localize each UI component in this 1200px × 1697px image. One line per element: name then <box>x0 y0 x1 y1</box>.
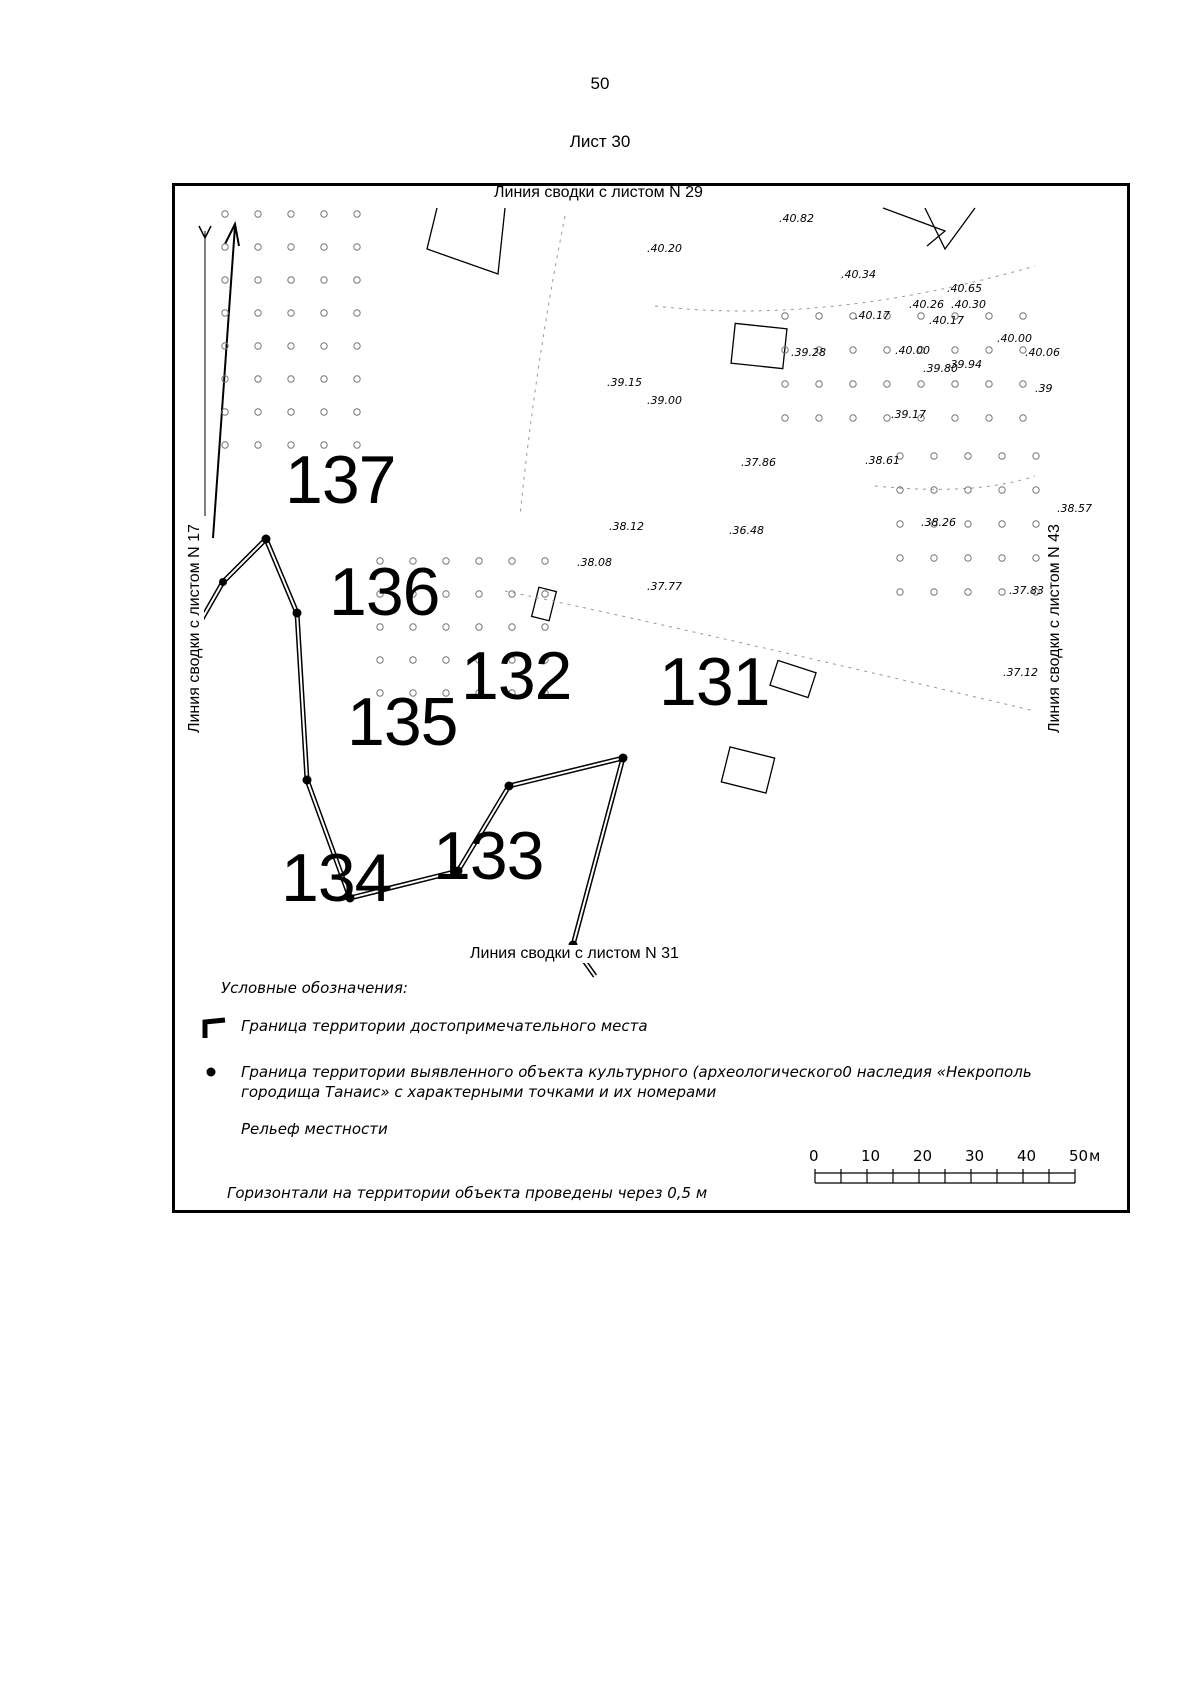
elevation-mark: .40.65 <box>947 282 982 295</box>
elevation-mark: .37.12 <box>1003 666 1038 679</box>
elevation-mark: .39.15 <box>607 376 642 389</box>
elevation-mark: .39.80 <box>923 362 958 375</box>
edge-label-top: Линия сводки с листом N 29 <box>491 184 706 202</box>
scale-tick-label: 10 <box>861 1147 881 1165</box>
elevation-mark: .38.61 <box>865 454 900 467</box>
point-label-136: 136 <box>329 554 440 630</box>
elevation-mark: .39.28 <box>791 346 826 359</box>
page-number: 50 <box>590 74 610 93</box>
scale-bar-graphic <box>175 186 1127 1210</box>
elevation-mark: .38.57 <box>1057 502 1092 515</box>
elevation-mark: .37.83 <box>1009 584 1044 597</box>
map-frame <box>172 183 1130 1213</box>
legend-item-relief: Рельеф местности <box>241 1120 388 1138</box>
point-label-132: 132 <box>461 638 572 714</box>
scale-tick-label: 20 <box>913 1147 933 1165</box>
elevation-mark: .37.86 <box>741 456 776 469</box>
contour-note: Горизонтали на территории объекта проведены через 0,5 м <box>227 1184 708 1202</box>
elevation-mark: .40.82 <box>779 212 814 225</box>
elevation-mark: .40.00 <box>997 332 1032 345</box>
elevation-mark: .38.08 <box>577 556 612 569</box>
point-label-133: 133 <box>433 818 544 894</box>
elevation-mark: .38.26 <box>921 516 956 529</box>
scale-tick-label: 50 <box>1069 1147 1089 1165</box>
elevation-mark: .40.26 <box>909 298 944 311</box>
elevation-mark: .38.12 <box>609 520 644 533</box>
elevation-mark: .40.00 <box>895 344 930 357</box>
elevation-mark: .40.17 <box>855 309 890 322</box>
point-label-131: 131 <box>659 644 770 720</box>
scale-tick-label: 40 <box>1017 1147 1037 1165</box>
point-label-135: 135 <box>347 684 458 760</box>
legend-item-place-boundary: Граница территории достопримечательного места <box>241 1017 648 1035</box>
sheet-title: Лист 30 <box>569 132 631 151</box>
edge-label-right: Линия сводки с листом N 43 <box>1046 524 1063 733</box>
legend-item-object-boundary: Граница территории выявленного объекта культурного (археологического0 наследия «Некрополь городища Танаис» с характерными точками и их номерами <box>241 1063 1032 1101</box>
elevation-mark: .39.17 <box>891 408 926 421</box>
elevation-mark: .40.06 <box>1025 346 1060 359</box>
scale-unit: м <box>1089 1147 1101 1165</box>
elevation-mark: .39 <box>1035 382 1053 395</box>
scale-tick-label: 0 <box>809 1147 819 1165</box>
elevation-mark: .39.00 <box>647 394 682 407</box>
point-label-134: 134 <box>281 840 392 916</box>
edge-label-left: Линия сводки с листом N 17 <box>186 524 203 733</box>
edge-label-bottom: Линия сводки с листом N 31 <box>467 945 682 963</box>
elevation-mark: .40.30 <box>951 298 986 311</box>
point-label-137: 137 <box>285 442 396 518</box>
elevation-mark: .40.20 <box>647 242 682 255</box>
elevation-mark: .40.34 <box>841 268 876 281</box>
legend-title: Условные обозначения: <box>221 979 408 997</box>
elevation-mark: .37.77 <box>647 580 682 593</box>
elevation-mark: .39.94 <box>947 358 982 371</box>
elevation-mark: .40.17 <box>929 314 964 327</box>
elevation-mark: .36.48 <box>729 524 764 537</box>
scale-tick-label: 30 <box>965 1147 985 1165</box>
